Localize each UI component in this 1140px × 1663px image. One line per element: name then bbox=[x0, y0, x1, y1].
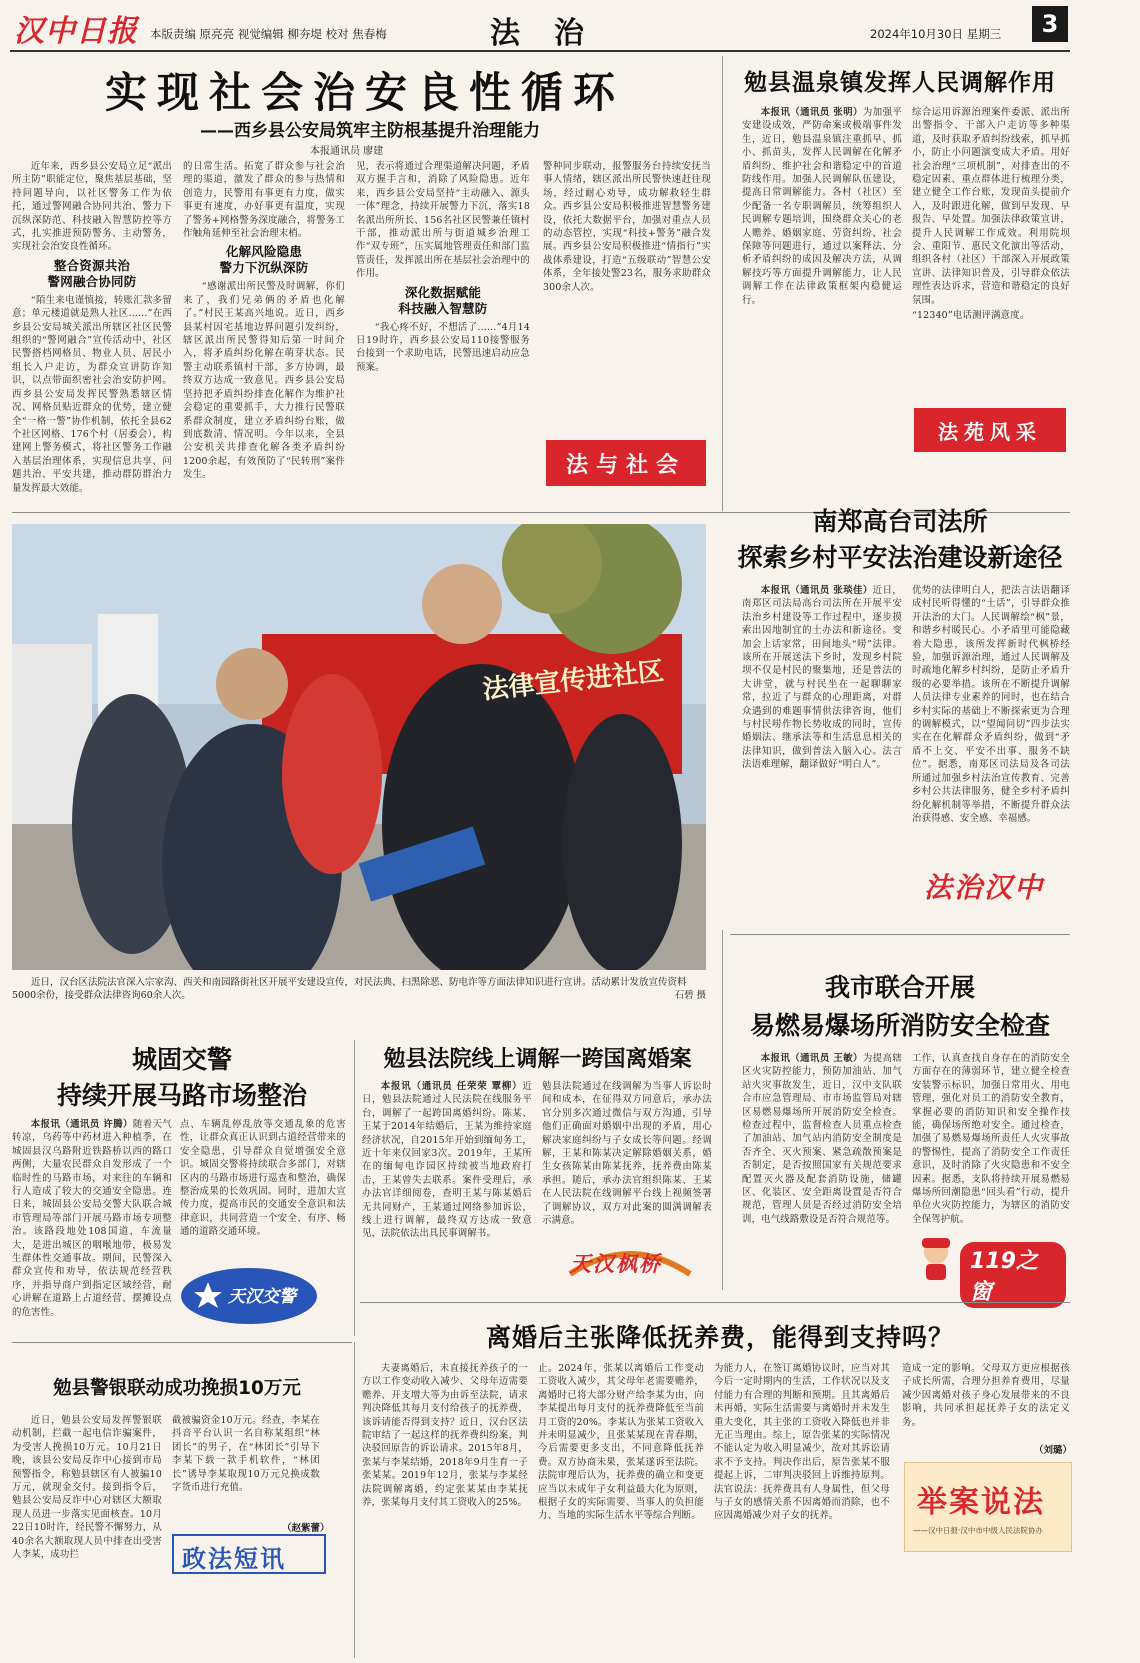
photo-scene bbox=[12, 524, 706, 970]
lead-subhead-2: 化解风险隐患 警力下沉纵深防 bbox=[219, 244, 309, 276]
lead-col-1-text: 近年来，西乡县公安局立足“派出所主防”职能定位，聚焦基层基础，坚持问题导向，以社区警务工作为依托，通过警网融合协同共治、警力下沉纵深防范、科技融入智慧防控等方式，扎实推进预防警务、主动警务，实现社会治安良性循环。 bbox=[12, 161, 172, 253]
chenggu-col-2 bbox=[180, 1118, 346, 1262]
chenggu-byline: 本报讯（通讯员 许腾） bbox=[30, 1119, 133, 1130]
lead-subtitle: ——西乡县公安局筑牢主防根基提升治理能力 bbox=[200, 121, 540, 141]
chenggu-title-2: 持续开展马路市场整治 bbox=[56, 1081, 307, 1110]
court-col-2-text: 勉县法院通过在线调解为当事人诉讼时间和成本，在征得双方同意后，承办法官分别多次通过微信与双方沟通，引导他们正确面对婚姻中出现的矛盾，用心解决家庭纠纷与子女成长等问题。经调解，王某和陈某决定解除婚姻关系，婚生女孩陈某由陈某抚养，抚养费由陈某承担。随后，承办法官组织陈某、王某在人民法院在线调解平台线上视频签署了调解协议，双方对此案的圆满调解表示满意。 bbox=[542, 1081, 712, 1227]
masthead-rule bbox=[10, 50, 1070, 52]
lead-col-1b-text: “陌生来电谨慎接，转账汇款多留意；单元楼道就是熟人社区……”在西乡县公安局城关派出所辖区社区民警组织的“警网融合”宣传活动中，社区民警搭档网格员、物业人员、居民小组长入户走访，为群众宣讲防诈知识，以点带面织密社会治安防护网。西乡县公安局发挥民警熟悉辖区情况、网格员贴近群众的优势，建立健全“一格一警”协作机制，依托全县62个社区网格、176个村（居委会），构建网上警务模式，将社区警务工作融入基层治理体系，实现信息共享、问题共治、平安共建，推动群防群治力量发挥最大效能。 bbox=[12, 294, 172, 494]
divider-v-bottom bbox=[354, 1342, 355, 1658]
masthead-staff: 本版责编 原亮亮 视觉编辑 柳夯堤 校对 焦春梅 bbox=[150, 27, 387, 41]
fire-title-1: 我市联合开展 bbox=[824, 973, 975, 1002]
page-number: 3 bbox=[1041, 10, 1059, 38]
tianhan-fengqiao-logo bbox=[560, 1238, 700, 1286]
yinjing-col-2-text: 截被骗资金10万元。经查，李某在抖音平台认识一名自称某组织“林团长”的男子，在“林团长”引导下李某下载一款手机软件，“林团长”诱导李某取现10万元兑换成数字货币进行充值。 bbox=[172, 1415, 320, 1494]
zhengfa-duanxun-logo bbox=[172, 1534, 326, 1574]
page-number-badge bbox=[1032, 6, 1068, 42]
nanzheng-title-1: 南郑高台司法所 bbox=[812, 507, 988, 536]
divider-h-3 bbox=[360, 1302, 1070, 1303]
photo-caption bbox=[12, 976, 706, 1002]
mianxian-col-1 bbox=[742, 106, 902, 502]
lead-col-3 bbox=[356, 160, 530, 496]
chenggu-col-1-text: 随着天气转凉，乌药等中药材进入种植季，在城固县汉乌路附近铁路桥以西的路口两侧，大量农民群众自发形成了一个临时性的马路市场，对来往的车辆和行人造成了较大的交通安全隐患。连日来，城固县公安局交警大队联合城市管理局等部门开展马路市场专项整治。该路段地处108国道，车流量大，是进出城区的咽喉地带，极易发生群体性交通事故。期间，民警深入群众宣传和劝导，依法规范经营秩序，并指导商户到指定区域经营，耐心讲解在道路上占道经营、摆摊设点的危害性。 bbox=[12, 1119, 172, 1318]
juan-shuofa-sub: ——汉中日报·汉中市中级人民法院协办 bbox=[913, 1526, 1043, 1535]
mianxian-title: 勉县温泉镇发挥人民调解作用 bbox=[744, 70, 1056, 96]
juan-shuofa-logo bbox=[904, 1462, 1072, 1552]
tianhan-fengqiao-text: 天汉枫桥 bbox=[570, 1252, 662, 1276]
paper-name-logo: 汉中日报 bbox=[14, 14, 138, 49]
mianxian-col-2-end: “12340”电话测评满意度。 bbox=[912, 310, 1030, 322]
court-byline: 本报讯（通讯员 任荣荣 覃柳） bbox=[380, 1081, 523, 1092]
photo-credit: 石碧 摄 bbox=[674, 990, 706, 1001]
lead-col-3b-text: “我心疼不好，不想活了……”4月14日19时许，西乡县公安局110接警服务台接到一个求助电话，民警迅速启动应急预案。 bbox=[356, 321, 530, 373]
fire-title-2: 易燃易爆场所消防安全检查 bbox=[749, 1011, 1050, 1040]
yinjing-col-2 bbox=[172, 1414, 320, 1518]
mianxian-col-2-text: 综合运用诉源治理案件委派、派出所出警指令、干部入户走访等多种渠道，及时获取矛盾纠纷线索，抓早抓小，防止小问题演变成大矛盾。用好社会治理“三项机制”，对排查出的不稳定因素、重点群体进行梳理分类，建立健全工作台账，发现苗头提前介入，及时跟进化解，做到早发现、早报告、早处置。加强法律政策宣讲，提升人民调解工作成效。利用院坝会、重阳节、惠民文化演出等活动，组织各村（社区）干部深入开展政策宣讲、法律知识普及，引导群众依法理性表达诉求，营造和谐稳定的良好氛围。 bbox=[912, 107, 1070, 306]
divorce-col-4-text: 造成一定的影响。父母双方更应根据孩子成长所需，合理分担养育费用，尽量减少因离婚对孩子身心发展带来的不良影响，共同承担起抚养子女的法定义务。 bbox=[902, 1363, 1070, 1428]
lead-subhead-3: 深化数据赋能 科技融入智慧防 bbox=[398, 284, 488, 316]
photo-caption-text: 近日，汉台区法院法官深入宗家沟、西关和南园路街社区开展平安建设宣传，对民法典、扫黑除恶、防电诈等方面法律知识进行宣讲。活动累计发放宣传资料5000余份，接受群众法律咨询60余人次。 bbox=[12, 977, 687, 1001]
divorce-col-3 bbox=[714, 1362, 890, 1658]
issue-date: 2024年10月30日 星期三 bbox=[870, 27, 1002, 41]
lead-col-3-text: 见，表示将通过合理渠道解决问题，矛盾双方握手言和，消除了风险隐患。近年来，西乡县公安局坚持“主动融入、源头一体”理念，持续开展警力下沉，落实18名派出所所长、156名社区民警兼任镇村干部，推动派出所与街道城乡治理工作“双专班”，压实属地管理责任和部门监管责任，发挥派出所在基层社会治理中的作用。 bbox=[356, 161, 530, 280]
yinjing-author: （赵紫蕾） bbox=[282, 1523, 330, 1534]
fire-mascot-icon bbox=[916, 1236, 956, 1280]
lead-subhead-1: 整合资源共治 警网融合协同防 bbox=[47, 257, 137, 289]
tianhan-traffic-text: 天汉交警 bbox=[228, 1287, 296, 1307]
yinjing-col-1-text: 近日，勉县公安局发挥警银联动机制，拦截一起电信诈骗案件，为受害人挽损10万元。10月21日晚，该县公安局反诈中心接到市局预警指令，称勉县辖区有人被骗10万元，就现金交付。接到指令后，勉县公安局反诈中心对辖区大额取现人员进一步落实见面核查。10月22日10时许，经民警不懈努力，从40余名大额取现人员中排查出受害人李某，成功拦 bbox=[12, 1415, 162, 1561]
section-title: 法 治 bbox=[490, 16, 586, 51]
nanzheng-col-2-text: 优势的法律明白人，把法言法语翻译成村民听得懂的“土话”，引导群众推开法治的大门。人民调解绘“枫”景，和谐乡村暖民心。小矛盾里可能隐藏着大隐患，该所发挥新时代枫桥经验，加强诉源治理，通过人民调解及时疏地化解乡村纠纷，是防止矛盾升级的必要举措。该所在不断提升调解人员法律专业素养的同时，也在结合乡村实际的基础上不断探索更为合理的调解模式，以“望闻问切”四步法实实在在化解群众矛盾纠纷，做到“矛盾不上交、平安不出事、服务不缺位”。据悉，南郑区司法局及各司法所通过加强乡村法治宣传教育、完善乡村公共法律服务，健全乡村矛盾纠纷化解机制等举措，不断提升群众法治获得感、安全感、幸福感。 bbox=[912, 585, 1070, 824]
divorce-col-3-text: 为能力人，在签订离婚协议时，应当对其今后一定时期内的生活，工作状况以及支付能力有合理的判断和预期。且其离婚后未再婚，实际生活需要与离婚时并未发生重大变化，其主张的工资收入降低也并非无正当理由。综上，原告张某的实际情况不能认定为收入明显减少，故对其诉讼请求不予支持。判决作出后，原告张某不服提起上诉，二审判决驳回上诉维持原判。法官说法：抚养费具有人身属性，但父母与子女的感情关系不因离婚而消除，也不应因离婚减少对子女的抚养。 bbox=[714, 1363, 890, 1522]
mianxian-col-1-text: 为加强平安建设成效，严防命案或极端事件发生，近日，勉县温泉镇注重抓早、抓小、抓苗头，发挥人民调解在化解矛盾纠纷、维护社会和谐稳定中的首道防线作用。加强人民调解队伍建设，提高日常调解能力。各村（社区）至少配备一名专职调解员，统筹组织人民调解专题培训，围绕群众关心的老人赡养、婚姻家庭、劳资纠纷、社会保障等问题进行，通过以案释法、分析矛盾纠纷的成因及解决方法，从调解技巧等方面提升调解能力，让人民调解工作在法律政策框架内稳健运行。 bbox=[742, 107, 902, 306]
nanzheng-byline: 本报讯（通讯员 张琰佳） bbox=[760, 585, 873, 596]
lead-byline: 本报通讯员 廖建 bbox=[310, 146, 384, 157]
court-title: 勉县法院线上调解一跨国离婚案 bbox=[383, 1047, 692, 1072]
fire-col-1-text: 为提高辖区火灾防控能力，预防加油站、加气站火灾事故发生，近日，汉中支队联合市应急管理局、市市场监管局对辖区易燃易爆场所开展消防安全检查。检查过程中，监督检查人员重点检查了加油站、加气站内消防安全制度是否齐全、灭火预案、紧急疏散预案是否制定，是否按照国家有关规范要求配置灭火器及配套消防设施，储罐区、化装区、安全距离设置是否符合规范，管理人员是否经过消防安全培训，电气线路敷设是否符合规范等。 bbox=[742, 1053, 902, 1225]
divorce-col-1-text: 夫妻离婚后，未直接抚养孩子的一方以工作变动收入减少、父母年迈需要赡养、开支增大等为由诉至法院，请求判决降低其每月支付给孩子的抚养费，该诉请能否得到支持？近日，汉台区法院审结了一起这样的抚养费纠纷案，判决驳回原告的诉讼请求。2015年8月，张某与李某结婚，2018年9月生育一子张某某。2019年12月，张某与李某经法院调解离婚，约定张某某由李某抚养，张某每月支付其工资收入的25%。 bbox=[362, 1363, 528, 1509]
mianxian-col-2 bbox=[912, 106, 1070, 406]
divorce-col-1 bbox=[362, 1362, 528, 1658]
fire-col-2 bbox=[912, 1052, 1070, 1228]
sidebar-box-fayushehui: 法与社会 bbox=[546, 440, 706, 486]
lead-col-1 bbox=[12, 160, 172, 496]
yinjing-headline: 勉县警银联动成功挽损10万元 bbox=[53, 1378, 301, 1399]
fire-byline: 本报讯（通讯员 王敏） bbox=[760, 1053, 863, 1064]
lead-col-4-text: 警种同步联动，报警服务台持续安抚当事人情绪，辖区派出所民警快速赶往现场，经过耐心劝导，成功解救轻生群众。西乡县公安局积极推进智慧警务建设，依托大数据平台，加强对重点人员的动态管控，实现“科技+警务”融合发展。西乡县公安局积极推进“情指行”实战体系建设，打造“五级联动”智慧公安体系，全年接处警23名，服务求助群众300余人次。 bbox=[543, 161, 711, 293]
tianhan-traffic-logo bbox=[178, 1264, 320, 1326]
mianxian-byline: 本报讯（通讯员 张明） bbox=[760, 107, 863, 118]
chenggu-col-1 bbox=[12, 1118, 172, 1332]
fire-col-1 bbox=[742, 1052, 902, 1296]
zhengfa-duanxun-text: 政法短讯 bbox=[182, 1545, 286, 1573]
lead-col-2 bbox=[183, 160, 345, 496]
lead-col-2-text: 的日常生活。拓宽了群众参与社会治理的渠道，激发了群众的参与热情和创造力，民警用有事更有力度，做实事更有速度，办好事更有温度，实现了警务+网格警务深度融合，将警务工作触角延伸至社会治理末梢。 bbox=[183, 161, 345, 240]
divider-v-top bbox=[722, 56, 723, 511]
fazhi-hanzhong-logo: 法治汉中 bbox=[924, 871, 1045, 904]
juan-shuofa-text: 举案说法 bbox=[917, 1485, 1045, 1520]
divorce-author: （刘璐） bbox=[1034, 1445, 1073, 1456]
divorce-col-2 bbox=[538, 1362, 704, 1658]
lead-col-2b-text: “感谢派出所民警及时调解，你们来了，我们兄弟俩的矛盾也化解了。”村民王某高兴地说。近日，西乡县某村因宅基地边界问题引发纠纷，辖区派出所民警得知后第一时间介入，将矛盾纠纷化解在萌芽状态。民警主动联系镇村干部，多方协调，最终双方达成一致意见。西乡县公安局坚持把矛盾纠纷排查化解作为维护社会稳定的重要抓手，大力推行民警联系群众制度，建立矛盾纠纷台账，做到底数清、情况明。今年以来，全县公安机关共排查化解各类矛盾纠纷1200余起，有效预防了“民转刑”案件发生。 bbox=[183, 281, 345, 481]
divider-v-mid bbox=[722, 930, 723, 1290]
court-col-1 bbox=[362, 1080, 532, 1294]
yinjing-col-1 bbox=[12, 1414, 162, 1658]
nanzheng-col-1 bbox=[742, 584, 902, 924]
lead-title: 实现社会治安良性循环 bbox=[104, 68, 625, 117]
divider-h-2 bbox=[730, 934, 1070, 935]
masthead bbox=[0, 0, 1140, 52]
fire-col-2-text: 工作，认真查找自身存在的消防安全方面存在的薄弱环节，建立健全检查安装警示标识，加强日常用火、用电管理，强化对员工的消防安全教育，掌握必要的消防知识和安全操作技能，确保场所绝对安全。通过检查，加强了易燃易爆场所责任人火灾事故的警惕性，提高了消防安全工作责任意识，及时消除了火灾隐患和不安全因素。据悉，支队将持续开展易燃易爆场所回潮隐患“回头看”行动，提升单位火灾防控能力，为辖区的消防安全保驾护航。 bbox=[912, 1053, 1070, 1225]
chenggu-col-2-text: 点、车辆乱停乱放等交通乱象的危害性，让群众真正认识到占道经营带来的安全隐患，引导群众自觉增强安全意识。城固交警将持续联合多部门，对辖区内的马路市场进行巡查和整治，确保整治成果的长效巩固。同时，进加大宣传力度，提高市民的交通安全意识和法律意识，共同营造一个安全、有序、畅通的道路交通环境。 bbox=[180, 1119, 346, 1238]
divider-h-4 bbox=[12, 1342, 352, 1343]
window-119-logo bbox=[916, 1236, 1066, 1305]
court-col-1-text: 近日，勉县法院通过人民法院在线服务平台，调解了一起跨国离婚纠纷。陈某、王某于2014年结婚后，王某为维持家庭经济状况，自2015年开始到缅甸务工，近十年来仅回家3次。2019年，王某所在的缅甸电诈园区持续被当地政府打击，王某曾失去联系。案件受理后，承办法官详细阅卷，查明王某与陈某婚后无共同财产，王某通过网络参加诉讼，线上进行调解，最终双方达成一致意见，法院依法出具民事调解书。 bbox=[362, 1081, 532, 1240]
nanzheng-col-1-text: 近日，南郑区司法局高台司法所在开展平安法治乡村建设等工作过程中，逐步摸索出因地制宜的土办法和新途径。变加会上话家常，田间地头“唠”法律。该所在开展送法下乡时，发现乡村院坝不仅是村民的聚集地，还是普法的大讲堂，就与村民坐在一起聊聊家常，拉近了与群众的心理距离，对群众遇到的难题事情供法律咨询，他们与村民唠作物长势收成的同时，宣传婚姻法、继承法等和生活息息相关的法律知识，做到普法入脑入心。法言法语难理解，翻译做好“明白人”。 bbox=[742, 585, 902, 771]
divorce-title: 离婚后主张降低抚养费，能得到支持吗？ bbox=[485, 1323, 954, 1352]
court-col-2 bbox=[542, 1080, 712, 1230]
window-119-text: 119之窗 bbox=[960, 1242, 1066, 1308]
divorce-col-4 bbox=[902, 1362, 1070, 1452]
divider-v-low bbox=[354, 1040, 355, 1336]
news-photo bbox=[12, 524, 706, 970]
lead-col-4 bbox=[543, 160, 711, 428]
photo-banner-text: 法律宣传进社区 bbox=[481, 656, 666, 706]
chenggu-title-1: 城固交警 bbox=[131, 1045, 232, 1074]
nanzheng-col-2 bbox=[912, 584, 1070, 856]
sidebar-box-fayuanfengcai: 法苑风采 bbox=[914, 408, 1066, 452]
divorce-col-2-text: 止。2024年，张某以离婚后工作变动工资收入减少，其父母年老需要赡养，离婚时已将大部分财产给李某为由，向李某提出每月支付的抚养费降低至当前月工资的20%。李某认为张某工资收入并未明显减少，且张某某现在青春期，今后需要更多支出，不同意降低抚养费。双方协商未果，张某遂诉至法院。法院审理后认为，抚养费的确立和变更应当以未成年子女利益最大化为原则，根据子女的实际需要、当事人的负担能力、当地的实际生活水平等综合判断。 bbox=[538, 1363, 704, 1522]
nanzheng-title-2: 探索乡村平安法治建设新途径 bbox=[737, 543, 1063, 572]
